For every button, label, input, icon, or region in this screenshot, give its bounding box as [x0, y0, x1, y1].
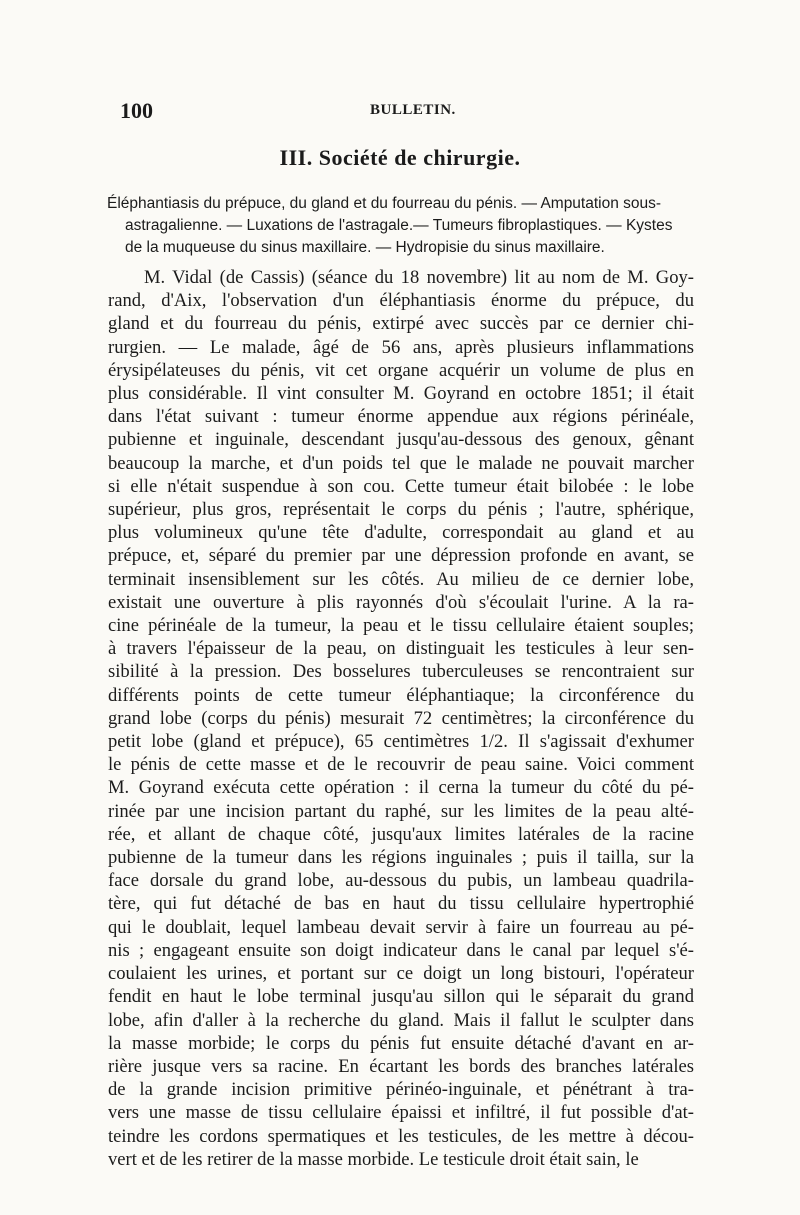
summary-line: Éléphantiasis du prépuce, du gland et du fourreau du pénis. — Amputation sous-	[107, 195, 662, 212]
body-line: terminait insensiblement sur les côtés. Au milieu de ce dernier lobe,	[108, 568, 694, 590]
body-line: à travers l'épaisseur de la peau, on distinguait les testicules à leur sen-	[108, 638, 694, 660]
body-line: tère, qui fut détaché de bas en haut du tissu cellulaire hypertrophié	[108, 893, 694, 915]
body-line: érysipélateuses du pénis, vit cet organe acquérir un volume de plus en	[108, 359, 694, 381]
body-line: dans l'état suivant : tumeur énorme appendue aux régions périnéale,	[108, 406, 694, 428]
body-line: vers une masse de tissu cellulaire épaissi et infiltré, il fut possible d'at-	[108, 1102, 694, 1124]
body-line: cine périnéale de la tumeur, la peau et le tissu cellulaire étaient souples;	[108, 615, 694, 637]
body-line: rand, d'Aix, l'observation d'un éléphantiasis énorme du prépuce, du	[108, 290, 694, 312]
body-line: M. Vidal (de Cassis) (séance du 18 novembre) lit au nom de M. Goy-	[144, 267, 694, 288]
body-line: sibilité à la pression. Des bosselures tuberculeuses se rencontraient sur	[108, 661, 694, 683]
body-line: supérieur, plus gros, représentait le corps du pénis ; l'autre, sphérique,	[108, 499, 694, 521]
page-number: 100	[120, 98, 153, 123]
body-line: M. Goyrand exécuta cette opération : il cerna la tumeur du côté du pé-	[108, 777, 694, 799]
body-line: gland et du fourreau du pénis, extirpé avec succès par ce dernier chi-	[108, 313, 694, 335]
body-line: face dorsale du grand lobe, au-dessous du pubis, un lambeau quadrila-	[108, 870, 694, 892]
body-line: plus considérable. Il vint consulter M. Goyrand en octobre 1851; il était	[108, 383, 694, 405]
body-line: de la grande incision primitive périnéo-inguinale, et pénétrant à tra-	[108, 1079, 694, 1101]
summary-line: de la muqueuse du sinus maxillaire. — Hydropisie du sinus maxillaire.	[125, 239, 605, 256]
body-line: nis ; engageant ensuite son doigt indicateur dans le canal par lequel s'é-	[108, 939, 694, 961]
body-line: existait une ouverture à plis rayonnés d'où s'écoulait l'urine. A la ra-	[108, 591, 694, 613]
body-line: teindre les cordons spermatiques et les testicules, de les mettre à décou-	[108, 1125, 694, 1147]
page-header	[120, 98, 690, 128]
body-line: vert et de les retirer de la masse morbide. Le testicule droit était sain, le	[108, 1148, 639, 1170]
body-line: fendit en haut le lobe terminal jusqu'au sillon qui le séparait du grand	[108, 986, 694, 1008]
body-line: rinée par une incision partant du raphé, sur les limites de la peau alté-	[108, 800, 694, 822]
body-line: pubienne et inguinale, descendant jusqu'au-dessous des genoux, gênant	[108, 429, 694, 451]
body-text	[108, 266, 694, 1171]
body-line: beaucoup la marche, et d'un poids tel que le malade ne pouvait marcher	[108, 452, 694, 474]
body-line: prépuce, et, séparé du premier par une dépression profonde en avant, se	[108, 545, 694, 567]
body-line: la masse morbide; le corps du pénis fut ensuite détaché d'avant en ar-	[108, 1032, 694, 1054]
body-line: rurgien. — Le malade, âgé de 56 ans, après plusieurs inflammations	[108, 336, 694, 358]
section-summary	[107, 193, 693, 259]
body-line: coulaient les urines, et portant sur ce doigt un long bistouri, l'opérateur	[108, 963, 694, 985]
body-line: rée, et allant de chaque côté, jusqu'aux limites latérales de la racine	[108, 823, 694, 845]
body-line: rière jusque vers sa racine. En écartant les bords des branches latérales	[108, 1055, 694, 1077]
body-line: lobe, afin d'aller à la recherche du gland. Mais il fallut le sculpter dans	[108, 1009, 694, 1031]
body-line: différents points de cette tumeur éléphantiaque; la circonférence du	[108, 684, 694, 706]
running-head: BULLETIN.	[370, 102, 456, 118]
summary-line: astragalienne. — Luxations de l'astragale.— Tumeurs fibroplastiques. — Kystes	[125, 217, 673, 234]
body-line: qui le doublait, lequel lambeau devait servir à faire un fourreau au pé-	[108, 916, 694, 938]
section-title: III. Société de chirurgie.	[279, 145, 521, 170]
body-line: grand lobe (corps du pénis) mesurait 72 centimètres; la circonférence du	[108, 707, 694, 729]
body-line: si elle n'était suspendue à son cou. Cette tumeur était bilobée : le lobe	[108, 475, 694, 497]
body-line: le pénis de cette masse et de le recouvrir de peau saine. Voici comment	[108, 754, 694, 776]
body-line: pubienne de la tumeur dans les régions inguinales ; puis il tailla, sur la	[108, 847, 694, 869]
body-line: plus volumineux qu'une tête d'adulte, correspondait au gland et au	[108, 522, 694, 544]
body-line: petit lobe (gland et prépuce), 65 centimètres 1/2. Il s'agissait d'exhumer	[108, 731, 694, 753]
